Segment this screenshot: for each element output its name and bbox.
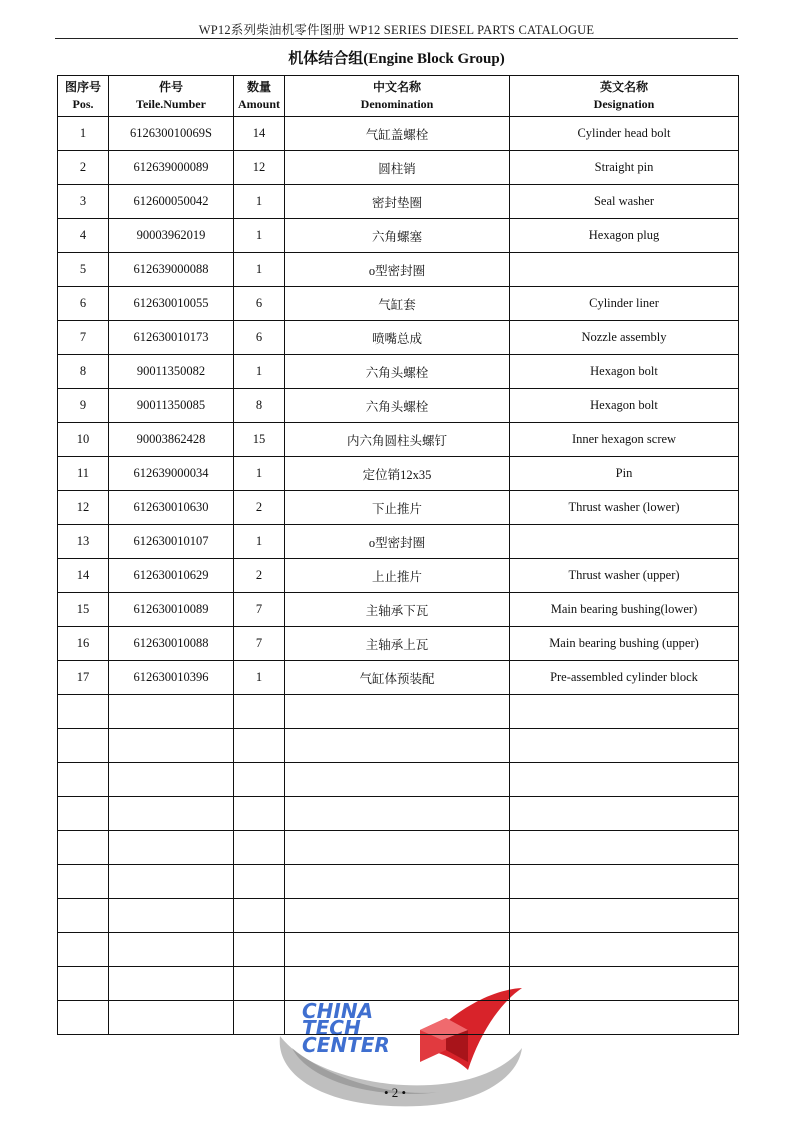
cell-en-name: Cylinder head bolt: [510, 117, 739, 151]
empty-cell: [234, 831, 285, 865]
cell-cn-name: 上止推片: [285, 559, 510, 593]
empty-cell: [109, 865, 234, 899]
empty-cell: [285, 763, 510, 797]
cell-amount: 12: [234, 151, 285, 185]
empty-cell: [109, 797, 234, 831]
col-header-number: [109, 76, 234, 117]
empty-table-row: [58, 763, 739, 797]
cell-en-name: Main bearing bushing (upper): [510, 627, 739, 661]
empty-cell: [234, 933, 285, 967]
cell-cn-name: 喷嘴总成: [285, 321, 510, 355]
cell-cn-name: 气缸体预装配: [285, 661, 510, 695]
col-header-en: Designation: [593, 97, 655, 111]
empty-table-row: [58, 865, 739, 899]
cell-number: 612630010107: [109, 525, 234, 559]
empty-table-row: [58, 899, 739, 933]
col-header-denomination: [285, 76, 510, 117]
empty-cell: [109, 899, 234, 933]
cell-pos: 1: [58, 117, 109, 151]
cell-cn-name: 主轴承上瓦: [285, 627, 510, 661]
cell-number: 612630010055: [109, 287, 234, 321]
logo-text-china: CHINA: [302, 999, 374, 1023]
cell-cn-name: 下止推片: [285, 491, 510, 525]
cell-number: 612630010630: [109, 491, 234, 525]
cell-cn-name: 六角螺塞: [285, 219, 510, 253]
cell-pos: 4: [58, 219, 109, 253]
cell-en-name: Inner hexagon screw: [510, 423, 739, 457]
col-header-designation: [510, 76, 739, 117]
table-row: [58, 525, 739, 559]
cell-pos: 16: [58, 627, 109, 661]
empty-cell: [510, 695, 739, 729]
cell-pos: 3: [58, 185, 109, 219]
empty-cell: [234, 967, 285, 1001]
table-row: [58, 253, 739, 287]
cell-cn-name: 圆柱销: [285, 151, 510, 185]
cell-en-name: Main bearing bushing(lower): [510, 593, 739, 627]
table-row: [58, 287, 739, 321]
cell-en-name: [510, 253, 739, 287]
empty-cell: [58, 967, 109, 1001]
empty-table-row: [58, 797, 739, 831]
col-header-cn: 数量: [246, 80, 271, 94]
empty-cell: [58, 899, 109, 933]
cell-number: 90011350082: [109, 355, 234, 389]
table-row: [58, 219, 739, 253]
cell-number: 90003862428: [109, 423, 234, 457]
cell-pos: 10: [58, 423, 109, 457]
cell-pos: 9: [58, 389, 109, 423]
empty-table-row: [58, 1001, 739, 1035]
cell-number: 612630010629: [109, 559, 234, 593]
empty-cell: [510, 729, 739, 763]
cell-en-name: Seal washer: [510, 185, 739, 219]
empty-cell: [510, 899, 739, 933]
col-header-cn: 中文名称: [372, 80, 421, 94]
cell-amount: 1: [234, 219, 285, 253]
cell-en-name: Straight pin: [510, 151, 739, 185]
empty-cell: [58, 831, 109, 865]
col-header-en: Teile.Number: [136, 97, 206, 111]
empty-cell: [234, 763, 285, 797]
cell-number: 612600050042: [109, 185, 234, 219]
empty-cell: [234, 729, 285, 763]
cell-en-name: Thrust washer (lower): [510, 491, 739, 525]
empty-cell: [285, 729, 510, 763]
cell-en-name: Pin: [510, 457, 739, 491]
cell-number: 612630010069S: [109, 117, 234, 151]
cell-number: 612630010396: [109, 661, 234, 695]
empty-cell: [285, 933, 510, 967]
empty-cell: [234, 865, 285, 899]
col-header-pos: [58, 76, 109, 117]
col-header-en: Denomination: [360, 97, 434, 111]
empty-table-row: [58, 729, 739, 763]
table-row: [58, 117, 739, 151]
empty-cell: [285, 865, 510, 899]
table-row: [58, 185, 739, 219]
table-row: [58, 627, 739, 661]
parts-table: [57, 75, 739, 1035]
empty-cell: [109, 831, 234, 865]
cell-en-name: Pre-assembled cylinder block: [510, 661, 739, 695]
cell-number: 612639000089: [109, 151, 234, 185]
empty-cell: [234, 1001, 285, 1035]
empty-cell: [510, 967, 739, 1001]
empty-cell: [109, 695, 234, 729]
cell-pos: 5: [58, 253, 109, 287]
empty-cell: [285, 831, 510, 865]
cell-en-name: Nozzle assembly: [510, 321, 739, 355]
empty-cell: [234, 899, 285, 933]
cell-cn-name: o型密封圈: [285, 253, 510, 287]
cell-cn-name: 主轴承下瓦: [285, 593, 510, 627]
logo-text-tech: TECH: [302, 1016, 361, 1040]
cell-number: 612630010089: [109, 593, 234, 627]
cell-en-name: Hexagon bolt: [510, 355, 739, 389]
empty-cell: [510, 831, 739, 865]
cell-amount: 1: [234, 457, 285, 491]
table-row: [58, 389, 739, 423]
table-row: [58, 593, 739, 627]
cell-amount: 1: [234, 355, 285, 389]
cell-cn-name: 六角头螺栓: [285, 355, 510, 389]
empty-table-row: [58, 831, 739, 865]
empty-table-row: [58, 695, 739, 729]
empty-cell: [58, 797, 109, 831]
cell-amount: 15: [234, 423, 285, 457]
table-row: [58, 661, 739, 695]
cell-pos: 6: [58, 287, 109, 321]
empty-cell: [109, 967, 234, 1001]
empty-cell: [58, 763, 109, 797]
col-header-en: Pos.: [72, 97, 94, 111]
col-header-en: Amount: [237, 97, 280, 111]
col-header-amount: [234, 76, 285, 117]
empty-cell: [510, 933, 739, 967]
table-header-row: [58, 76, 739, 117]
cell-pos: 12: [58, 491, 109, 525]
empty-cell: [285, 695, 510, 729]
cell-cn-name: o型密封圈: [285, 525, 510, 559]
cell-cn-name: 密封垫圈: [285, 185, 510, 219]
empty-cell: [234, 797, 285, 831]
cell-pos: 11: [58, 457, 109, 491]
cell-number: 90011350085: [109, 389, 234, 423]
empty-cell: [234, 695, 285, 729]
cell-pos: 7: [58, 321, 109, 355]
empty-table-row: [58, 967, 739, 1001]
cell-number: 612630010088: [109, 627, 234, 661]
cell-number: 612639000034: [109, 457, 234, 491]
cell-amount: 14: [234, 117, 285, 151]
cell-number: 612630010173: [109, 321, 234, 355]
cell-pos: 13: [58, 525, 109, 559]
cell-amount: 1: [234, 525, 285, 559]
cell-pos: 2: [58, 151, 109, 185]
empty-cell: [58, 695, 109, 729]
logo-text-center: CENTER: [302, 1033, 390, 1057]
cell-en-name: [510, 525, 739, 559]
empty-cell: [510, 763, 739, 797]
col-header-cn: 英文名称: [599, 80, 648, 94]
cell-pos: 14: [58, 559, 109, 593]
cell-number: 90003962019: [109, 219, 234, 253]
table-row: [58, 321, 739, 355]
cell-amount: 7: [234, 627, 285, 661]
empty-cell: [285, 899, 510, 933]
empty-table-row: [58, 933, 739, 967]
cell-cn-name: 定位销12x35: [285, 457, 510, 491]
table-row: [58, 491, 739, 525]
empty-cell: [58, 865, 109, 899]
empty-cell: [285, 797, 510, 831]
empty-cell: [109, 729, 234, 763]
col-header-cn: 件号: [158, 80, 183, 94]
empty-cell: [285, 1001, 510, 1035]
table-row: [58, 457, 739, 491]
cell-pos: 8: [58, 355, 109, 389]
empty-cell: [109, 933, 234, 967]
empty-cell: [58, 1001, 109, 1035]
cell-amount: 8: [234, 389, 285, 423]
empty-cell: [58, 933, 109, 967]
table-row: [58, 355, 739, 389]
page-header: WP12系列柴油机零件图册 WP12 SERIES DIESEL PARTS CATALOGUE: [198, 23, 595, 37]
cell-pos: 17: [58, 661, 109, 695]
table-body: [58, 117, 739, 1035]
table-row: [58, 423, 739, 457]
cell-amount: 1: [234, 253, 285, 287]
cell-cn-name: 气缸盖螺栓: [285, 117, 510, 151]
cell-amount: 2: [234, 559, 285, 593]
cell-en-name: Thrust washer (upper): [510, 559, 739, 593]
header-rule: [55, 38, 738, 39]
cell-cn-name: 气缸套: [285, 287, 510, 321]
empty-cell: [109, 763, 234, 797]
table-row: [58, 151, 739, 185]
empty-cell: [109, 1001, 234, 1035]
empty-cell: [510, 865, 739, 899]
page-title: 机体结合组(Engine Block Group): [288, 51, 505, 67]
cell-amount: 1: [234, 185, 285, 219]
cell-en-name: Hexagon bolt: [510, 389, 739, 423]
cell-amount: 1: [234, 661, 285, 695]
empty-cell: [510, 797, 739, 831]
cell-en-name: Hexagon plug: [510, 219, 739, 253]
cell-en-name: Cylinder liner: [510, 287, 739, 321]
cell-pos: 15: [58, 593, 109, 627]
empty-cell: [58, 729, 109, 763]
empty-cell: [510, 1001, 739, 1035]
cell-amount: 7: [234, 593, 285, 627]
table-row: [58, 559, 739, 593]
cell-cn-name: 内六角圆柱头螺钉: [285, 423, 510, 457]
page-number: • 2 •: [383, 1085, 407, 1100]
cell-number: 612639000088: [109, 253, 234, 287]
cell-amount: 2: [234, 491, 285, 525]
cell-amount: 6: [234, 287, 285, 321]
cell-amount: 6: [234, 321, 285, 355]
cell-cn-name: 六角头螺栓: [285, 389, 510, 423]
col-header-cn: 图序号: [64, 80, 101, 94]
empty-cell: [285, 967, 510, 1001]
